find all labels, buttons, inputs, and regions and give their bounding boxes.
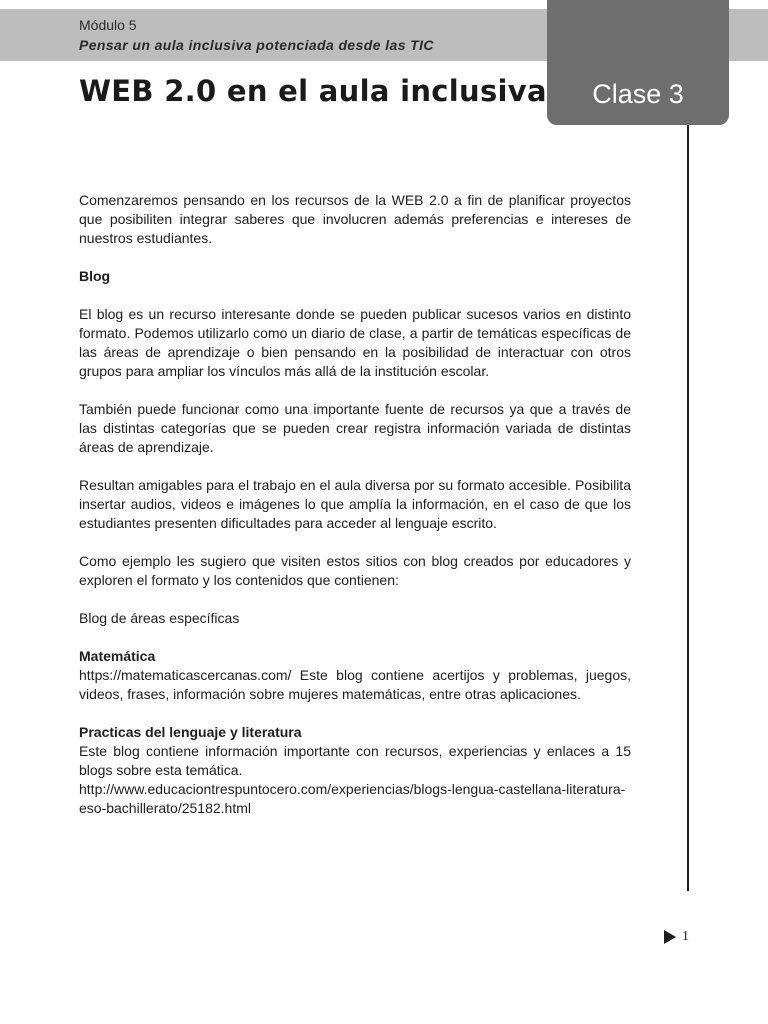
blog-paragraph-2: También puede funcionar como una importante fuente de recursos ya que a través de las distintas categorías que se pueden crear registra información variada de distintas áreas de aprendizaje. — [79, 401, 631, 455]
play-arrow-icon — [664, 930, 676, 944]
class-label: Clase 3 — [592, 79, 684, 109]
vertical-rule — [687, 125, 689, 891]
areas-label: Blog de áreas específicas — [79, 610, 240, 626]
lenguaje-text: Este blog contiene información importante con recursos, experiencias y enlaces a 15 blogs sobre esta temática. — [79, 743, 631, 778]
blog-paragraph-4: Como ejemplo les sugiero que visiten estos sitios con blog creados por educadores y exploren el formato y los contenidos que contienen: — [79, 553, 631, 588]
lenguaje-url: http://www.educaciontrespuntocero.com/experiencias/blogs-lengua-castellana-literatura-eso-bachillerato/25182.html — [79, 781, 626, 816]
page-marker — [664, 929, 689, 945]
module-label: Módulo 5 — [79, 17, 137, 33]
intro-paragraph: Comenzaremos pensando en los recursos de la WEB 2.0 a fin de planificar proyectos que posibiliten integrar saberes que involucren además preferencias e intereses de nuestros estudiantes. — [79, 192, 631, 246]
blog-paragraph-3: Resultan amigables para el trabajo en el aula diversa por su formato accesible. Posibilita insertar audios, videos e imágenes lo que amplía la información, en el caso de que los estudiantes presenten dificultades para acceder al lenguaje escrito. — [79, 477, 631, 531]
content-body — [79, 191, 631, 818]
blog-paragraph-1: El blog es un recurso interesante donde se pueden publicar sucesos varios en distinto formato. Podemos utilizarlo como un diario de clase, a partir de temáticas específicas de las áreas de aprendizaje o bien pensando en la posibilidad de interactuar con otros grupos para ampliar los vínculos más allá de la institución escolar. — [79, 306, 631, 379]
page-number: 1 — [682, 929, 689, 944]
page-title: WEB 2.0 en el aula inclusiva — [79, 74, 547, 108]
module-subtitle: Pensar un aula inclusiva potenciada desde las TIC — [79, 37, 434, 53]
lenguaje-heading: Practicas del lenguaje y literatura — [79, 724, 302, 740]
blog-heading: Blog — [79, 268, 111, 284]
matematica-text: https://matematicascercanas.com/ Este blog contiene acertijos y problemas, juegos, videos, frases, información sobre mujeres matemáticas, entre otras aplicaciones. — [79, 667, 631, 702]
matematica-heading: Matemática — [79, 648, 156, 664]
